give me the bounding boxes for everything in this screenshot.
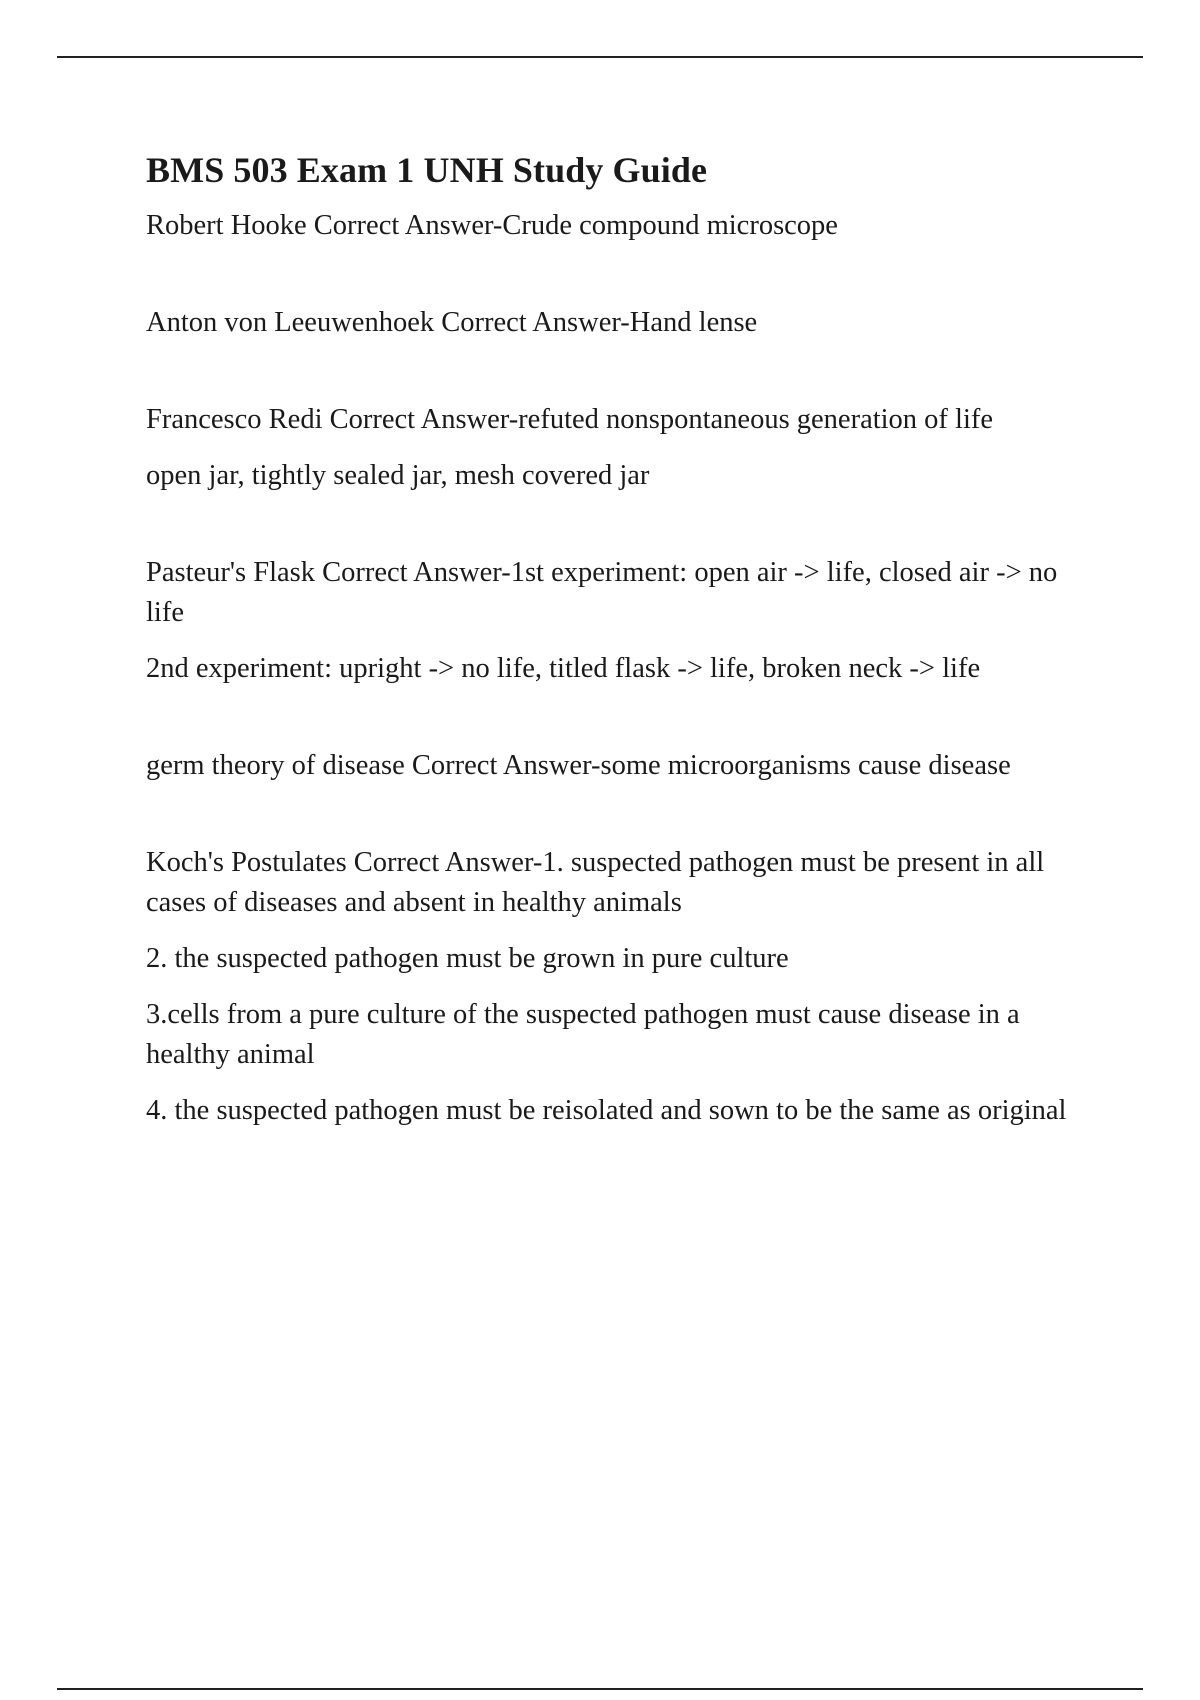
qa-line: Anton von Leeuwenhoek Correct Answer-Hand lense	[146, 307, 758, 338]
qa-line: germ theory of disease Correct Answer-some microorganisms cause disease	[146, 750, 1011, 781]
qa-entry-kochs-postulates	[146, 843, 1086, 1131]
qa-line: Pasteur's Flask Correct Answer-1st experiment: open air -> life, closed air -> no life	[146, 557, 1058, 628]
page-title: BMS 503 Exam 1 UNH Study Guide	[146, 150, 708, 190]
header-rule	[57, 56, 1143, 58]
qa-line: 3.cells from a pure culture of the suspected pathogen must cause disease in a healthy animal	[146, 999, 1020, 1070]
document-body	[146, 142, 1086, 1188]
qa-line: 2nd experiment: upright -> no life, titled flask -> life, broken neck -> life	[146, 653, 981, 684]
qa-line: Robert Hooke Correct Answer-Crude compound microscope	[146, 210, 838, 241]
qa-line: 2. the suspected pathogen must be grown in pure culture	[146, 943, 789, 974]
qa-entry-pasteurs-flask	[146, 553, 1086, 689]
qa-entry-germ-theory	[146, 746, 1086, 786]
qa-line: Francesco Redi Correct Answer-refuted nonspontaneous generation of life	[146, 404, 994, 435]
qa-entry-anton-von-leeuwenhoek	[146, 303, 1086, 343]
qa-entry-francesco-redi	[146, 400, 1086, 496]
qa-line: open jar, tightly sealed jar, mesh covered jar	[146, 460, 650, 491]
qa-entry-robert-hooke	[146, 206, 1086, 246]
qa-line: 4. the suspected pathogen must be reisolated and sown to be the same as original	[146, 1095, 1067, 1126]
qa-line: Koch's Postulates Correct Answer-1. suspected pathogen must be present in all cases of diseases and absent in healthy animals	[146, 847, 1045, 918]
footer-rule	[57, 1688, 1143, 1690]
